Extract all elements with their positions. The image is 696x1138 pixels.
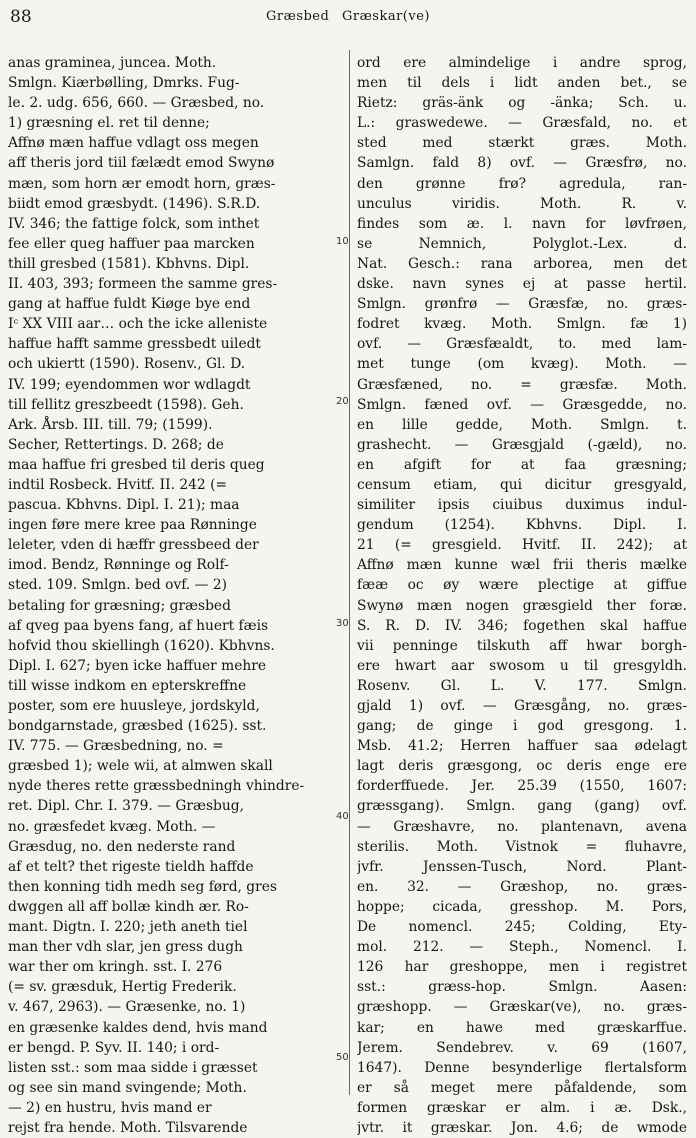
right-column-line: dske. navn synes ej at passe hertil. [357, 276, 687, 293]
left-column-line: war ther om kringh. sst. I. 276 [8, 959, 223, 976]
right-column-line: hoppe; cicada, gresshop. M. Pors, [357, 898, 687, 915]
right-column-line: Jerem. Sendebrev. v. 69 (1607, [357, 1039, 687, 1056]
right-column-line: fææ oc øy wære plectige at giffue [357, 577, 687, 594]
left-column-line: 1) græsning el. ret til denne; [8, 115, 210, 132]
left-column-line: græsbed 1); wele wii, at almwen skall [8, 758, 273, 775]
left-column-line: then konning tidh medh seg førd, gres [8, 878, 277, 895]
right-column-line: Affnø mæn kunne wæl frii theris mælke [357, 557, 687, 574]
left-column-line: Græsdug, no. den nederste rand [8, 838, 236, 855]
left-column-line: er bengd. P. Syv. II. 140; i ord- [8, 1039, 220, 1056]
right-column-line: ord ere almindelige i andre sprog, [357, 55, 687, 71]
right-column-line: en. 32. — Græshop, no. græs- [357, 878, 687, 895]
left-column-line: II. 403, 393; formeen the samme gres- [8, 276, 278, 293]
right-column-line: 21 (= gresgield. Hvitf. II. 242); at [357, 537, 687, 554]
right-column-line: — Græshavre, no. plantenavn, avena [357, 818, 687, 835]
right-column-line: gjald 1) ovf. — Græsgång, no. græs- [357, 698, 687, 714]
right-column-line: lagt deris græsgong, oc deris enge ere [357, 758, 687, 775]
left-column-line: — 2) en hustru, hvis mand er [8, 1099, 212, 1116]
left-column-line: Iᶜ XX VIII aar… och the icke alleniste [8, 316, 268, 333]
running-header [0, 7, 696, 29]
left-column-line: aff theris jord tiil fælædt emod Swynø [8, 155, 275, 172]
right-column-line: Smlgn. grønfrø — Græsfæ, no. græs- [357, 296, 687, 313]
right-column-line: L.: graswedewe. — Græsfald, no. et [357, 115, 687, 132]
right-column [357, 53, 687, 1138]
right-column-line: ovf. — Græsfæaldt, to. med lam- [357, 336, 687, 353]
left-column-line: Smlgn. Kiærbølling, Dmrks. Fug- [8, 75, 240, 92]
left-column-line: thill gresbed (1581). Kbhvns. Dipl. [8, 255, 250, 272]
line-number-20: 20 [336, 396, 349, 407]
left-column-line: hofvid thou skiellingh (1620). Kbhvns. [8, 637, 275, 654]
right-column-line: 1647). Denne besynderlige flertalsform [357, 1059, 687, 1076]
left-column-line: poster, som ere huusleye, jordskyld, [8, 698, 260, 714]
right-column-line: similiter ipsis ciuibus duximus indul- [357, 497, 687, 514]
left-column-line: betaling for græsning; græsbed [8, 597, 231, 614]
left-column-line: Secher, Rettertings. D. 268; de [8, 436, 224, 453]
right-column-line: S. R. D. IV. 346; fogethen skal haffue [357, 617, 687, 634]
left-column-line: IV. 775. — Græsbedning, no. = [8, 738, 224, 755]
right-column-line: Rietz: gräs-änk og -änka; Sch. u. [357, 95, 687, 112]
left-column-line: dwggen all aff bollæ kindh ær. Ro- [8, 898, 249, 915]
right-column-line: unculus viridis. Moth. R. v. [357, 195, 687, 212]
right-column-line: kar; en hawe med græskarffue. [357, 1019, 687, 1036]
page-number: 88 [10, 7, 32, 27]
column-divider [349, 50, 350, 1095]
left-column-line: maa haffue fri gresbed til deris queg [8, 456, 265, 473]
running-head-last-word: Græskar(ve) [341, 9, 430, 24]
right-column-line: se Nemnich, Polyglot.-Lex. d. [357, 235, 687, 252]
left-column-line: haffue hafft samme gressbedt uiledt [8, 336, 261, 353]
running-head-first-word: Græsbed [266, 9, 330, 24]
running-head [0, 9, 696, 24]
left-column-line: listen sst.: som maa sidde i græsset [8, 1059, 258, 1076]
left-column-line: ret. Dipl. Chr. I. 379. — Græsbug, [8, 798, 244, 815]
right-column-line: sted med stærkt græs. Moth. [357, 135, 687, 152]
left-column-line: nyde theres rette græssbedningh vhindre- [8, 778, 305, 795]
right-column-line: vii penninge tilskuth aff hwar borgh- [357, 637, 687, 654]
right-column-line: mol. 212. — Steph., Nomencl. I. [357, 939, 687, 956]
right-column-line: Swynø mæn nogen græsgield ther foræ. [357, 597, 687, 614]
line-number-50: 50 [336, 1052, 349, 1063]
left-column-line: le. 2. udg. 656, 660. — Græsbed, no. [8, 95, 265, 112]
right-column-line: jvtr. it græskar. Jon. 4.6; de wmode [357, 1119, 687, 1136]
right-column-line: findes som æ. l. navn for løvfrøen, [357, 215, 687, 232]
right-column-line: Smlgn. fæned ovf. — Græsgedde, no. [357, 396, 687, 413]
left-column-line: och ukiertt (1590). Rosenv., Gl. D. [8, 356, 246, 373]
right-column-line: fodret kvæg. Moth. Smlgn. fæ 1) [357, 316, 687, 333]
right-column-line: er så meget mere påfaldende, som [357, 1079, 687, 1096]
right-column-line: græshopp. — Græskar(ve), no. græs- [357, 999, 687, 1016]
left-column-line: man ther vdh slar, jen gress dugh [8, 939, 243, 956]
right-column-line: forderffuede. Jer. 25.39 (1550, 1607: [357, 778, 687, 795]
right-column-line: ere hwart aar swosom u til gresgyldh. [357, 657, 687, 674]
left-column-line: en græsenke kaldes dend, hvis mand [8, 1019, 268, 1036]
right-column-line: Msb. 41.2; Herren haffuer saa ødelagt [357, 738, 687, 755]
left-column-line: mæn, som horn ær emodt horn, græs- [8, 175, 276, 192]
right-column-line: grashecht. — Græsgjald (-gæld), no. [357, 436, 687, 453]
left-column-line: sted. 109. Smlgn. bed ovf. — 2) [8, 577, 227, 594]
right-column-line: met tunge (om kvæg). Moth. — [357, 356, 687, 373]
left-column-line: no. græsfedet kvæg. Moth. — [8, 818, 216, 835]
right-column-line: sst.: græss-hop. Smlgn. Aasen: [357, 979, 687, 996]
right-column-line: gang; de ginge i god gresgong. 1. [357, 718, 687, 735]
left-column-line: IV. 199; eyendommen wor wdlagdt [8, 376, 251, 393]
left-column-line: (= sv. græsduk, Hertig Frederik. [8, 979, 237, 996]
line-number-40: 40 [336, 811, 349, 822]
left-column-line: imod. Bendz, Rønninge og Rolf- [8, 557, 229, 574]
right-column-line: Græsfæned, no. = græsfæ. Moth. [357, 376, 687, 393]
right-column-line: formen græskar er alm. i æ. Dsk., [357, 1099, 687, 1116]
right-column-line: men til dels i lidt anden bet., se [357, 75, 687, 92]
right-column-line: 126 har greshoppe, men i registret [357, 959, 687, 976]
right-column-line: gendum (1254). Kbhvns. Dipl. I. [357, 517, 687, 534]
left-column-line: anas graminea, juncea. Moth. [8, 55, 217, 71]
left-column-line: og see sin mand svingende; Moth. [8, 1079, 247, 1096]
left-column [8, 53, 340, 1138]
right-column-line: Nat. Gesch.: rana arborea, men det [357, 255, 687, 272]
right-column-line: sterilis. Moth. Vistnok = fluhavre, [357, 838, 687, 855]
right-column-line: Rosenv. Gl. L. V. 177. Smlgn. [357, 677, 687, 694]
right-column-line: De nomencl. 245; Colding, Ety- [357, 919, 687, 936]
left-column-line: IV. 346; the fattige folck, som inthet [8, 215, 260, 232]
left-column-line: mant. Digtn. I. 220; jeth aneth tiel [8, 919, 248, 936]
left-column-line: af qveg paa byens fang, af huert fæis [8, 617, 269, 634]
left-column-line: till wisse indkom en epterskreffne [8, 677, 247, 694]
line-number-30: 30 [336, 618, 349, 629]
right-column-line: censum etiam, qui dicitur gresgyald, [357, 476, 687, 493]
left-column-line: rejst fra hende. Moth. Tilsvarende [8, 1119, 248, 1136]
left-column-line: till fellitz greszbeedt (1598). Geh. [8, 396, 244, 413]
right-column-line: en lille gedde, Moth. Smlgn. t. [357, 416, 687, 433]
left-column-line: Ark. Årsb. III. till. 79; (1599). [8, 416, 213, 433]
right-column-line: jvfr. Jenssen-Tusch, Nord. Plant- [357, 858, 687, 875]
left-column-line: Dipl. I. 627; byen icke haffuer mehre [8, 657, 267, 674]
left-column-line: Affnø mæn haffue vdlagt oss megen [8, 135, 259, 152]
right-column-line: en afgift for at faa græsning; [357, 456, 687, 473]
left-column-line: pascua. Kbhvns. Dipl. I. 21); maa [8, 497, 240, 514]
left-column-line: leleter, vden di hæffr gressbeed der [8, 537, 259, 554]
left-column-line: biidt emod græsbydt. (1496). S.R.D. [8, 195, 261, 212]
right-column-line: græssgang). Smlgn. gang (gang) ovf. [357, 798, 687, 815]
left-column-line: fee eller queg haffuer paa marcken [8, 235, 255, 252]
left-column-line: gang at haffue fuldt Kiøge bye end [8, 296, 251, 313]
left-column-line: v. 467, 2963). — Græsenke, no. 1) [8, 999, 246, 1016]
left-column-line: af et telt? thet rigeste tieldh haffde [8, 858, 254, 875]
left-column-line: bondgarnstade, græsbed (1625). sst. [8, 718, 267, 735]
right-column-line: Samlgn. fald 8) ovf. — Græsfrø, no. [357, 155, 687, 172]
left-column-line: ingen føre mere kree paa Rønninge [8, 517, 257, 534]
left-column-line: indtil Rosbeck. Hvitf. II. 242 (= [8, 476, 228, 493]
line-number-10: 10 [336, 236, 349, 247]
right-column-line: den grønne frø? agredula, ran- [357, 175, 687, 192]
